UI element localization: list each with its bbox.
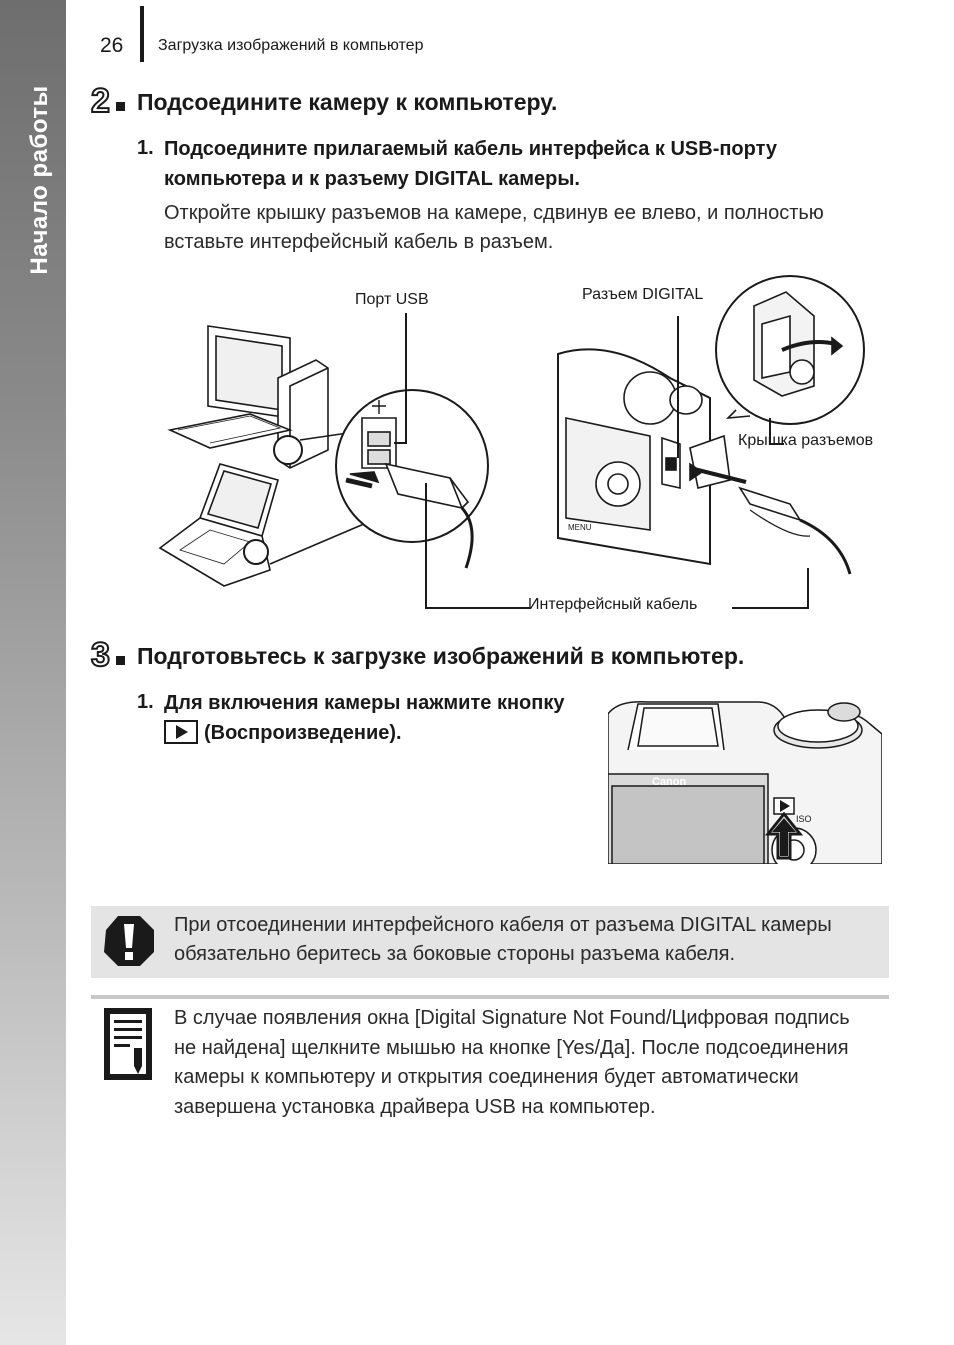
terminal-cover-label: Крышка разъемов [738, 432, 874, 449]
warning-line1: При отсоединении интерфейсного кабеля от разъема DIGITAL камеры [174, 914, 832, 936]
step-2-substep-heading [164, 134, 777, 194]
playback-button-icon [164, 720, 198, 744]
interface-cable-label: Интерфейсный кабель [528, 596, 698, 613]
note-text [174, 1004, 850, 1122]
side-tab [0, 0, 66, 1345]
step-3-title: Подготовьтесь к загрузке изображений в компьютер. [137, 643, 745, 669]
svg-text:MENU: MENU [568, 523, 592, 532]
step-2-number: 2 [91, 82, 110, 120]
step-3-substep-number: 1. [137, 691, 154, 713]
side-tab-label: Начало работы [26, 85, 53, 275]
step-3-substep-line2: (Воспроизведение). [204, 722, 402, 744]
iso-label: ISO [796, 814, 812, 824]
step-2-body-line2: вставьте интерфейсный кабель в разъем. [164, 231, 554, 253]
header-divider [140, 6, 144, 62]
camera-body-illustration [558, 349, 730, 564]
exclamation-icon [100, 912, 158, 970]
laptop-computer-icon [160, 464, 278, 586]
step-2-substep-line1: Подсоедините прилагаемый кабель интерфейса к USB-порту [164, 138, 778, 160]
step-3-dot [116, 656, 125, 665]
warning-line2: обязательно беритесь за боковые стороны разъема кабеля. [174, 943, 736, 965]
usb-port-magnifier [336, 390, 488, 568]
camera-back-illustration [608, 694, 882, 864]
memo-icon [104, 1008, 152, 1080]
step-3-substep-line1: Для включения камеры нажмите кнопку [164, 692, 565, 714]
step-2-body-line1: Откройте крышку разъемов на камере, сдвинув ее влево, и полностью [164, 202, 824, 224]
note-line3: камеры к компьютеру и открытия соединения будет автоматически [174, 1066, 799, 1088]
note-line1: В случае появления окна [Digital Signature Not Found/Цифровая подпись [174, 1007, 850, 1029]
digital-terminal-label: Разъем DIGITAL [582, 286, 704, 303]
step-2-title: Подсоедините камеру к компьютеру. [137, 89, 558, 115]
usb-port-label: Порт USB [355, 291, 429, 308]
step-3-number: 3 [91, 636, 110, 674]
step-3-substep-heading [164, 688, 564, 748]
note-line4: завершена установка драйвера USB на компьютер. [174, 1095, 656, 1118]
terminal-cover-magnifier [716, 276, 864, 424]
camera-brand-label: Canon [652, 776, 687, 788]
desktop-computer-icon [170, 326, 328, 468]
note-line2: не найдена] щелкните мышью на кнопке [Yes/Да]. После подсоединения [174, 1036, 849, 1059]
page-number: 26 [100, 34, 124, 57]
note-divider [91, 995, 889, 999]
step-2-substep-line2: компьютера и к разъему DIGITAL камеры. [164, 168, 580, 190]
running-title: Загрузка изображений в компьютер [158, 37, 424, 54]
warning-text [174, 911, 832, 969]
step-3-substep-line2-row [164, 718, 564, 748]
step-2-substep-number: 1. [137, 137, 154, 159]
step-2-dot [116, 102, 125, 111]
step-2-body [164, 199, 824, 257]
